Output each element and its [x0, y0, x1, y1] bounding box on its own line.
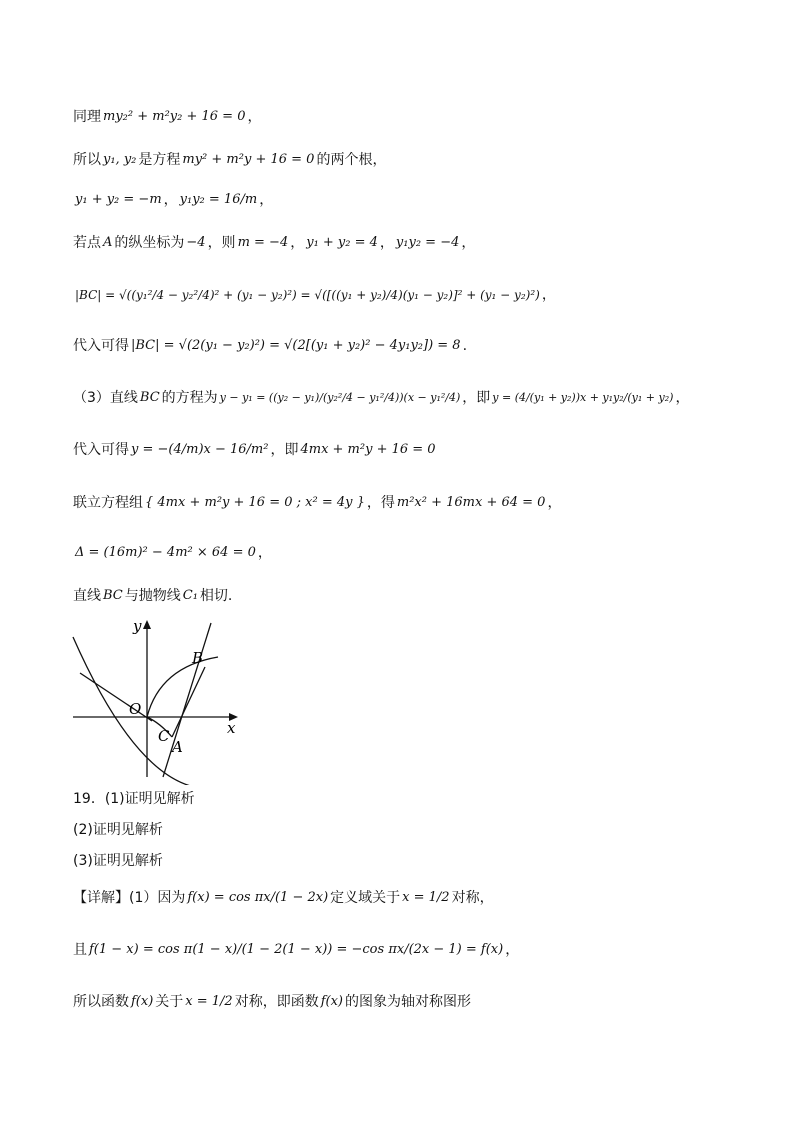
label-c: C	[158, 727, 170, 745]
line-11-math2: C₁	[182, 588, 198, 603]
line-4-math4: y₁ + y₂ = 4	[306, 235, 378, 250]
line-4-mid2: ，则	[207, 235, 236, 251]
text-line-10	[73, 543, 272, 563]
line-4-math2: −4	[186, 235, 206, 250]
line-4-math5: y₁y₂ = −4	[395, 235, 460, 250]
text-line-17	[73, 992, 471, 1012]
line-11-math: BC	[103, 588, 123, 603]
line-16-text: 且	[73, 942, 87, 958]
line-7-text: （3）直线	[73, 390, 138, 406]
line-11-mid: 与抛物线	[124, 588, 181, 604]
line-7-mid: 的方程为	[161, 390, 218, 406]
line-bc	[163, 623, 211, 777]
text-line-3	[73, 190, 273, 210]
line-15-math2: x = 1/2	[402, 890, 450, 905]
line-7-mid2: ，即	[462, 390, 491, 406]
line-17-mid2: 对称，即函数	[234, 994, 319, 1010]
line-2-text: 所以	[73, 152, 101, 168]
line-10-tail: ，	[257, 545, 272, 561]
label-y: y	[133, 617, 142, 635]
text-line-1	[73, 107, 261, 127]
line-17-mid: 关于	[155, 994, 184, 1010]
label-x: x	[227, 719, 236, 737]
line-7-math3: y = (4/(y₁ + y₂))x + y₁y₂/(y₁ + y₂)	[492, 391, 674, 404]
text-line-2	[73, 150, 386, 170]
line-4-math: A	[103, 235, 113, 250]
parabola-upper	[147, 657, 218, 717]
label-b: B	[192, 649, 204, 667]
text-line-13	[73, 820, 163, 840]
y-axis-arrow	[143, 620, 151, 629]
line-10-math: Δ = (16m)² − 4m² × 64 = 0	[75, 545, 256, 560]
text-line-7	[73, 388, 689, 408]
line-9-math2: m²x² + 16mx + 64 = 0	[396, 495, 546, 510]
line-1-math: my₂² + m²y₂ + 16 = 0	[103, 109, 246, 124]
text-line-14	[73, 851, 163, 871]
line-8-math2: 4mx + m²y + 16 = 0	[300, 442, 436, 457]
line-15-mid: 定义域关于	[330, 890, 401, 906]
line-5-tail: ，	[541, 287, 556, 303]
text-line-15	[73, 888, 494, 908]
line-4-mid3: ，	[290, 235, 305, 251]
text-line-6	[73, 336, 467, 356]
line-9-math: { 4mx + m²y + 16 = 0 ; x² = 4y }	[145, 495, 365, 510]
parabola-figure	[68, 615, 248, 785]
line-9-text: 联立方程组	[73, 495, 143, 511]
line-17-math: f(x)	[131, 994, 154, 1009]
label-o: O	[129, 700, 142, 718]
line-9-tail: ，	[547, 495, 562, 511]
line-1-text: 同理	[73, 109, 101, 125]
line-8-math: y = −(4/m)x − 16/m²	[131, 442, 269, 457]
line-15-math: f(x) = cos πx/(1 − 2x)	[187, 890, 329, 905]
text-line-5	[73, 285, 556, 305]
line-17-tail: 的图象为轴对称图形	[345, 994, 472, 1010]
line-3-math: y₁ + y₂ = −m	[75, 192, 162, 207]
line-6-tail: .	[462, 338, 468, 354]
line-13-text: (2)证明见解析	[73, 822, 163, 838]
line-16-math: f(1 − x) = cos π(1 − x)/(1 − 2(1 − x)) = −cos πx/(2x − 1) = f(x)	[89, 942, 504, 957]
line-2-mid: 是方程	[138, 152, 181, 168]
line-14-text: (3)证明见解析	[73, 853, 163, 869]
line-17-text: 所以函数	[73, 994, 129, 1010]
label-a: A	[172, 738, 183, 756]
line-17-math2: x = 1/2	[185, 994, 233, 1009]
line-7-math: BC	[139, 390, 160, 405]
line-4-text: 若点	[73, 235, 101, 251]
text-line-16	[73, 940, 519, 960]
line-7-math2: y − y₁ = ((y₂ − y₁)/(y₂²/4 − y₁²/4))(x − y₁²/4)	[219, 391, 461, 404]
line-9-mid: ，得	[366, 495, 395, 511]
line-8-text: 代入可得	[73, 442, 129, 458]
line-8-mid: ，即	[270, 442, 299, 458]
text-line-9	[73, 493, 561, 513]
line-4-mid: 的纵坐标为	[114, 235, 185, 251]
line-17-math3: f(x)	[320, 994, 344, 1009]
text-line-12	[73, 789, 195, 809]
line-2-math: y₁, y₂	[103, 152, 137, 167]
line-4-math3: m = −4	[237, 235, 289, 250]
line-ba	[172, 667, 205, 737]
line-1-tail: ，	[247, 109, 262, 125]
text-line-11	[73, 586, 232, 606]
line-3-sep: ，	[163, 192, 178, 208]
line-6-text: 代入可得	[73, 338, 129, 354]
line-2-math2: my² + m²y + 16 = 0	[182, 152, 315, 167]
line-16-tail: ，	[505, 942, 520, 958]
line-11-text: 直线	[73, 588, 101, 604]
line-11-tail: 相切.	[199, 588, 233, 604]
text-line-4	[73, 233, 475, 253]
line-3-math2: y₁y₂ = 16/m	[179, 192, 258, 207]
line-4-tail: ，	[461, 235, 476, 251]
line-4-mid4: ，	[379, 235, 394, 251]
line-5-math: |BC| = √((y₁²/4 − y₂²/4)² + (y₁ − y₂)²) = √([((y₁ + y₂)/4)(y₁ − y₂)]² + (y₁ − y₂)²)	[75, 288, 540, 302]
line-2-tail: 的两个根，	[316, 152, 387, 168]
line-7-tail: ，	[675, 390, 690, 406]
text-line-8	[73, 440, 438, 460]
line-6-math: |BC| = √(2(y₁ − y₂)²) = √(2[(y₁ + y₂)² − 4y₁y₂]) = 8	[131, 338, 461, 353]
line-15-tail: 对称，	[451, 890, 494, 906]
line-12-text: 19．(1)证明见解析	[73, 791, 195, 807]
line-3-tail: ，	[259, 192, 274, 208]
line-15-text: 【详解】(1）因为	[73, 890, 186, 906]
